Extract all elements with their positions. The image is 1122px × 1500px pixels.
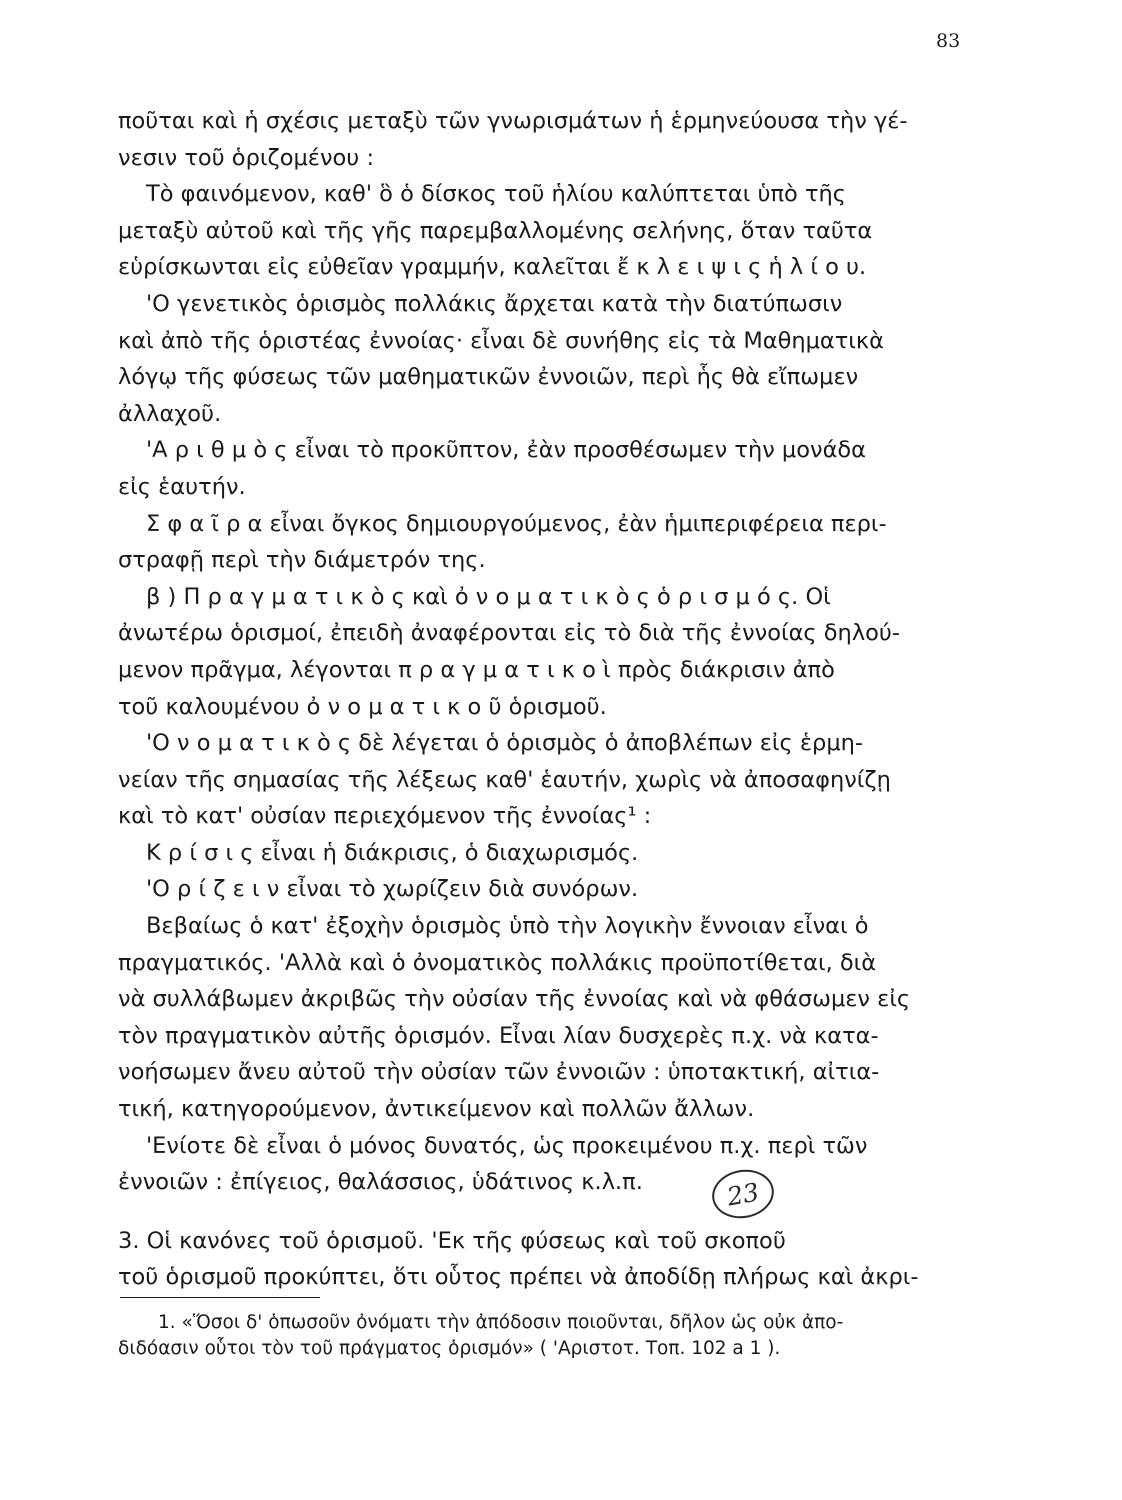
text-line: ποῦται καὶ ἡ σχέσις μεταξὺ τῶν γνωρισμάτων ἡ ἑρμηνεύουσα τὴν γέ-: [118, 108, 908, 134]
text-line: Κ ρ ί σ ι ς εἶναι ἡ διάκρισις, ὁ διαχωρισμός.: [146, 839, 639, 866]
text-line: εὑρίσκωνται εἰς εὐθεῖαν γραμμήν, καλεῖται ἔ κ λ ε ι ψ ι ς ἡ λ ί ο υ.: [118, 254, 867, 281]
text-line: μεταξὺ αὐτοῦ καὶ τῆς γῆς παρεμβαλλομένης σελήνης, ὅταν ταῦτα: [118, 217, 873, 244]
text-line: Βεβαίως ὁ κατ' ἐξοχὴν ὁρισμὸς ὑπὸ τὴν λογικὴν ἔννοιαν εἶναι ὁ: [146, 913, 869, 940]
text-line: ἐννοιῶν : ἐπίγειος, θαλάσσιος, ὑδάτινος κ.λ.π.: [118, 1169, 643, 1196]
footnote-divider: [120, 1297, 320, 1298]
text-line: ἀνωτέρω ὁρισμοί, ἐπειδὴ ἀναφέρονται εἰς τὸ διὰ τῆς ἐννοίας δηλού-: [118, 620, 901, 647]
text-line: 'Ο γενετικὸς ὁρισμὸς πολλάκις ἄρχεται κατὰ τὴν διατύπωσιν: [146, 290, 843, 317]
text-line: 'Α ρ ι θ μ ὸ ς εἶναι τὸ προκῦπτον, ἐὰν προσθέσωμεν τὴν μονάδα: [146, 437, 866, 464]
section-heading-line: 3. Οἱ κανόνες τοῦ ὁρισμοῦ. 'Εκ τῆς φύσεως καὶ τοῦ σκοποῦ: [118, 1227, 786, 1254]
footnotes: [118, 1310, 976, 1362]
footnote-line: 1. «Ὅσοι δ' ὁπωσοῦν ὀνόματι τὴν ἀπόδοσιν ποιοῦνται, δῆλον ὡς οὐκ ἀπο-: [158, 1312, 844, 1333]
text-line: τοῦ ὁρισμοῦ προκύπτει, ὅτι οὗτος πρέπει νὰ ἀποδίδῃ πλήρως καὶ ἀκρι-: [118, 1264, 919, 1291]
text-line: καὶ τὸ κατ' οὐσίαν περιεχόμενον τῆς ἐννοίας¹ :: [118, 803, 652, 830]
text-line: λόγῳ τῆς φύσεως τῶν μαθηματικῶν ἐννοιῶν, περὶ ἧς θὰ εἴπωμεν: [118, 364, 859, 391]
text-line: 'Ο ρ ί ζ ε ι ν εἶναι τὸ χωρίζειν διὰ συνόρων.: [146, 876, 639, 903]
footnote-line: διδόασιν οὗτοι τὸν τοῦ πράγματος ὁρισμόν» ( 'Αριστοτ. Τοπ. 102 a 1 ).: [118, 1338, 781, 1359]
text-line: τοῦ καλουμένου ὀ ν ο μ α τ ι κ ο ῦ ὁρισμοῦ.: [118, 693, 607, 720]
text-line: νοήσωμεν ἄνευ αὐτοῦ τὴν οὐσίαν τῶν ἐννοιῶν : ὑποτακτική, αἰτια-: [118, 1059, 880, 1086]
handwritten-page-mark: 23: [708, 1165, 777, 1223]
text-line: καὶ ἀπὸ τῆς ὁριστέας ἐννοίας· εἶναι δὲ συνήθης εἰς τὰ Μαθηματικὰ: [118, 327, 884, 354]
text-line: τὸν πραγματικὸν αὐτῆς ὁρισμόν. Εἶναι λίαν δυσχερὲς π.χ. νὰ κατα-: [118, 1022, 879, 1049]
text-line: εἰς ἑαυτήν.: [118, 473, 246, 500]
text-line: ἀλλαχοῦ.: [118, 400, 222, 427]
page-number: 83: [936, 30, 961, 52]
text-line: νεσιν τοῦ ὁριζομένου :: [118, 144, 375, 171]
body-text: [118, 103, 976, 1296]
text-line: Τὸ φαινόμενον, καθ' ὃ ὁ δίσκος τοῦ ἡλίου καλύπτεται ὑπὸ τῆς: [146, 181, 846, 208]
text-line: νείαν τῆς σημασίας τῆς λέξεως καθ' ἑαυτήν, χωρὶς νὰ ἀποσαφηνίζῃ: [118, 766, 891, 793]
text-line: Σ φ α ῖ ρ α εἶναι ὄγκος δημιουργούμενος, ἐὰν ἡμιπεριφέρεια περι-: [146, 510, 887, 537]
text-line: στραφῇ περὶ τὴν διάμετρόν της.: [118, 547, 486, 574]
text-line: νὰ συλλάβωμεν ἀκριβῶς τὴν οὐσίαν τῆς ἐννοίας καὶ νὰ φθάσωμεν εἰς: [118, 986, 911, 1013]
text-line: τική, κατηγορούμενον, ἀντικείμενον καὶ πολλῶν ἄλλων.: [118, 1096, 755, 1123]
text-line: 'Ενίοτε δὲ εἶναι ὁ μόνος δυνατός, ὡς προκειμένου π.χ. περὶ τῶν: [146, 1132, 868, 1159]
text-line: μενον πρᾶγμα, λέγονται π ρ α γ μ α τ ι κ ο ὶ πρὸς διάκρισιν ἀπὸ: [118, 656, 835, 683]
text-line: 'Ο ν ο μ α τ ι κ ὸ ς δὲ λέγεται ὁ ὁρισμὸς ὁ ἀποβλέπων εἰς ἑρμη-: [146, 730, 864, 757]
text-line: πραγματικός. 'Αλλὰ καὶ ὁ ὀνοματικὸς πολλάκις προϋποτίθεται, διὰ: [118, 949, 877, 976]
text-line: β ) Π ρ α γ μ α τ ι κ ὸ ς καὶ ὀ ν ο μ α τ ι κ ὸ ς ὁ ρ ι σ μ ό ς. Οἱ: [146, 583, 831, 610]
